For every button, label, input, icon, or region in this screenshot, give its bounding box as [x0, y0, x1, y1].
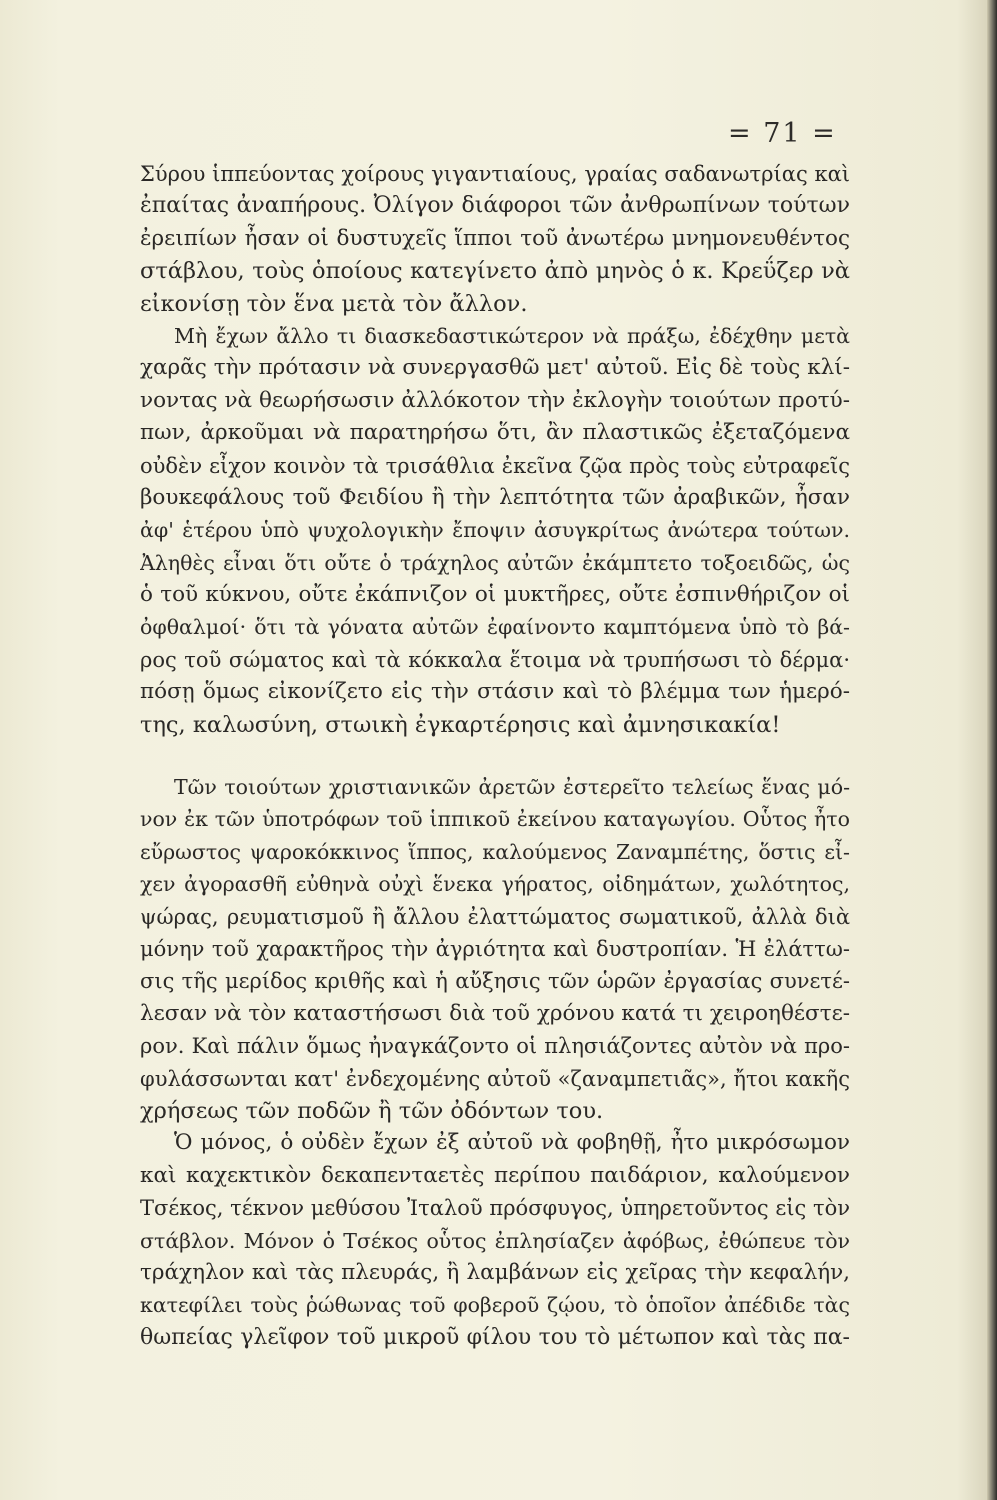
text-line: χαρᾶς τὴν πρότασιν νὰ συνεργασθῶ μετ' αὐτοῦ. Εἰς δὲ τοὺς κλί-: [140, 355, 850, 381]
text-line: Σύρου ἱππεύοντας χοίρους γιγαντιαίους, γραίας σαδανωτρίας καὶ: [140, 162, 850, 186]
text-line: ἐρειπίων ἦσαν οἱ δυστυχεῖς ἵπποι τοῦ ἀνωτέρω μνημονευθέντος: [140, 225, 850, 251]
text-line: καὶ καχεκτικὸν δεκαπενταετὲς περίπου παιδάριον, καλούμενον: [140, 1162, 850, 1188]
text-line: Τῶν τοιούτων χριστιανικῶν ἀρετῶν ἐστερεῖτο τελείως ἕνας μό-: [174, 775, 850, 800]
text-line: στάβλον. Μόνον ὁ Τσέκος οὗτος ἐπλησίαζεν ἀφόβως, ἐθώπευε τὸν: [140, 1228, 850, 1253]
paragraph: [140, 771, 850, 1127]
text-line: Ὁ μόνος, ὁ οὐδὲν ἔχων ἐξ αὐτοῦ νὰ φοβηθῇ, ἦτο μικρόσωμον: [174, 1130, 850, 1156]
text-line: ὁ τοῦ κύκνου, οὔτε ἐκάπνιζον οἱ μυκτῆρες, οὔτε ἐσπινθήριζον οἱ: [140, 582, 850, 608]
text-line: πων, ἀρκοῦμαι νὰ παρατηρήσω ὅτι, ἂν πλαστικῶς ἐξεταζόμενα: [140, 420, 850, 446]
text-line: ἀφ' ἑτέρου ὑπὸ ψυχολογικὴν ἔποψιν ἀσυγκρίτως ἀνώτερα τούτων.: [140, 518, 850, 543]
text-line: πόσῃ ὅμως εἰκονίζετο εἰς τὴν στάσιν καὶ τὸ βλέμμα των ἡμερό-: [140, 679, 850, 705]
text-line: κατεφίλει τοὺς ῥώθωνας τοῦ φοβεροῦ ζῴου, τὸ ὁποῖον ἀπέδιδε τὰς: [140, 1293, 850, 1318]
text-line: νοντας νὰ θεωρήσωσιν ἀλλόκοτον τὴν ἐκλογὴν τοιούτων προτύ-: [140, 387, 850, 413]
text-line: βουκεφάλους τοῦ Φειδίου ἢ τὴν λεπτότητα τῶν ἀραβικῶν, ἦσαν: [140, 484, 850, 510]
paragraph: [140, 320, 850, 741]
text-line: θωπείας γλεῖφον τοῦ μικροῦ φίλου του τὸ μέτωπον καὶ τὰς πα-: [140, 1324, 850, 1350]
text-line: ρον. Καὶ πάλιν ὅμως ἠναγκάζοντο οἱ πλησιάζοντες αὐτὸν νὰ προ-: [140, 1034, 850, 1059]
text-line: εὔρωστος ψαροκόκκινος ἵππος, καλούμενος Ζαναμπέτης, ὅστις εἶ-: [140, 839, 850, 864]
text-line: στάβλου, τοὺς ὁποίους κατεγίνετο ἀπὸ μηνὸς ὁ κ. Κρεΰζερ νὰ: [140, 258, 850, 285]
text-line: χεν ἀγορασθῆ εὐθηνὰ οὐχὶ ἕνεκα γήρατος, οἰδημάτων, χωλότητος,: [140, 872, 850, 897]
page-edge-shadow: [987, 0, 997, 1500]
paragraph-gap: [140, 741, 850, 771]
text-line: Ἀληθὲς εἶναι ὅτι οὔτε ὁ τράχηλος αὐτῶν ἐκάμπτετο τοξοειδῶς, ὡς: [140, 550, 850, 575]
text-line: φυλάσσωνται κατ' ἐνδεχομένης αὐτοῦ «ζαναμπετιᾶς», ἤτοι κακῆς: [140, 1066, 850, 1091]
text-line: λεσαν νὰ τὸν καταστήσωσι διὰ τοῦ χρόνου κατά τι χειροηθέστε-: [140, 1000, 850, 1026]
text-line: εἰκονίσῃ τὸν ἕνα μετὰ τὸν ἄλλον.: [140, 290, 528, 317]
text-line: ψώρας, ρευματισμοῦ ἢ ἄλλου ἐλαττώματος σωματικοῦ, ἀλλὰ διὰ: [140, 904, 850, 929]
text-line: Τσέκος, τέκνον μεθύσου Ἰταλοῦ πρόσφυγος, ὑπηρετοῦντος εἰς τὸν: [140, 1196, 850, 1221]
text-line: Μὴ ἔχων ἄλλο τι διασκεδαστικώτερον νὰ πράξω, ἐδέχθην μετὰ: [174, 323, 850, 348]
text-line: σις τῆς μερίδος κριθῆς καὶ ἡ αὔξησις τῶν ὡρῶν ἐργασίας συνετέ-: [140, 969, 850, 994]
paragraph: [140, 1127, 850, 1354]
text-line: ρος τοῦ σώματος καὶ τὰ κόκκαλα ἕτοιμα νὰ τρυπήσωσι τὸ δέρμα·: [140, 647, 850, 672]
text-line: ἐπαίτας ἀναπήρους. Ὀλίγον διάφοροι τῶν ἀνθρωπίνων τούτων: [140, 193, 850, 219]
text-line: νον ἐκ τῶν ὑποτρόφων τοῦ ἱππικοῦ ἐκείνου καταγωγίου. Οὗτος ἦτο: [140, 807, 850, 832]
text-line: οὐδὲν εἶχον κοινὸν τὰ τρισάθλια ἐκεῖνα ζῷα πρὸς τοὺς εὐτραφεῖς: [140, 453, 850, 478]
text-line: τράχηλον καὶ τὰς πλευράς, ἢ λαμβάνων εἰς χεῖρας τὴν κεφαλήν,: [140, 1259, 850, 1285]
text-line: ὀφθαλμοί· ὅτι τὰ γόνατα αὐτῶν ἐφαίνοντο καμπτόμενα ὑπὸ τὸ βά-: [140, 615, 850, 640]
text-line: μόνην τοῦ χαρακτῆρος τὴν ἀγριότητα καὶ δυστροπίαν. Ἡ ἐλάττω-: [140, 936, 850, 961]
body-text: [140, 158, 850, 1354]
paragraph: [140, 158, 850, 320]
text-line: της, καλωσύνη, στωικὴ ἐγκαρτέρησις καὶ ἀμνησικακία!: [140, 711, 781, 738]
page-number: = 71 =: [728, 118, 837, 149]
text-line: χρήσεως τῶν ποδῶν ἢ τῶν ὀδόντων του.: [140, 1097, 604, 1124]
